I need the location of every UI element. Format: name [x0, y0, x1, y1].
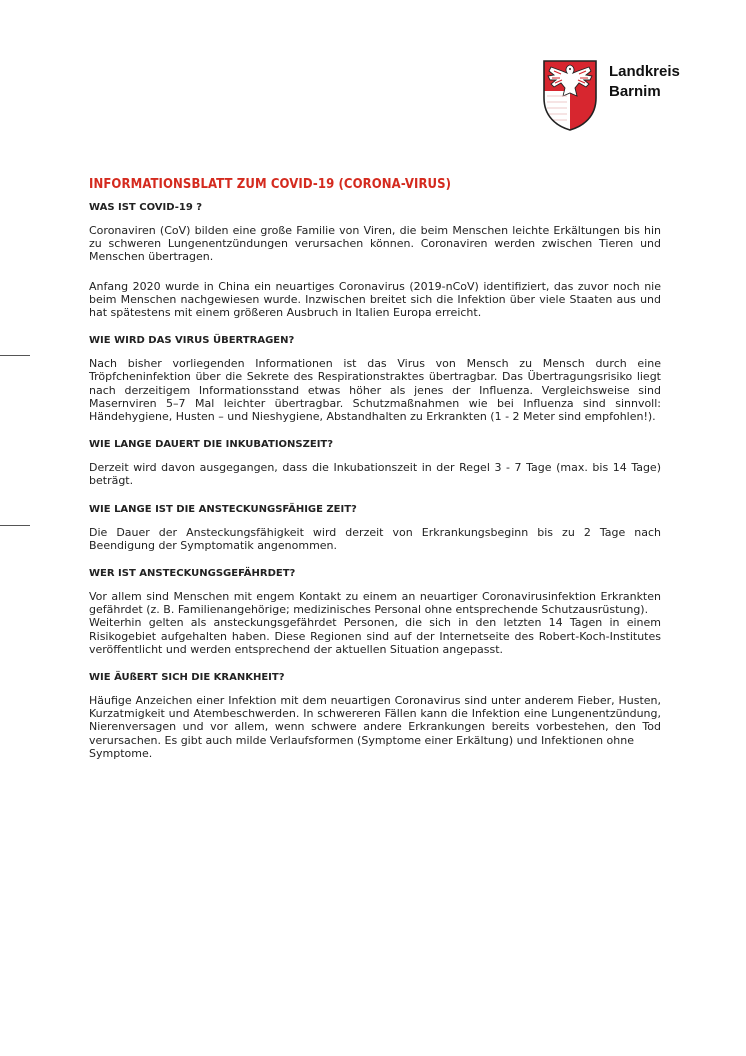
paragraph: Anfang 2020 wurde in China ein neuartiges Coronavirus (2019-nCoV) identifiziert, das zuvor noch nie beim Menschen nachgewiesen wurde. Inzwischen breitet sich die Infektion über viele Staaten aus und hat spätestens mit einem größeren Ausbruch in Italien Europa erreicht.	[89, 279, 661, 320]
paragraph: Weiterhin gelten als ansteckungsgefährdet Personen, die sich in den letzten 14 Tagen in einem Risikogebiet aufgehalten haben. Diese Regionen sind auf der Internetseite des Robert-Koch-Institutes veröffentlicht und werden entsprechend der aktuellen Situation angepasst.	[89, 616, 661, 656]
paragraph: Symptome.	[89, 746, 153, 760]
logo-line-1: Landkreis	[609, 63, 680, 80]
fold-mark	[0, 355, 30, 356]
paragraph: Derzeit wird davon ausgegangen, dass die Inkubationszeit in der Regel 3 - 7 Tage (max. bis 14 Tage) beträgt.	[89, 461, 661, 488]
coat-of-arms-icon	[541, 58, 599, 132]
section-heading: WAS IST COVID-19 ?	[89, 202, 203, 213]
paragraph: Häufige Anzeichen einer Infektion mit dem neuartigen Coronavirus sind unter anderem Fieber, Husten, Kurzatmigkeit und Atembeschwerden. In schwereren Fällen kann die Infektion eine Lungenentzündung, Nierenversagen und vor allem, wenn schwere andere Erkrankungen bereits vorbestehen, den Tod verursachen. Es gibt auch milde Verlaufsformen (Symptome einer Erkältung) und Infektionen ohne	[89, 694, 661, 747]
document-body	[89, 177, 661, 776]
section-heading: WIE WIRD DAS VIRUS ÜBERTRAGEN?	[89, 335, 295, 347]
document-title: INFORMATIONSBLATT ZUM COVID-19 (CORONA-VIRUS)	[89, 177, 452, 192]
paragraph: Nach bisher vorliegenden Informationen ist das Virus von Mensch zu Mensch durch eine Tröpfcheninfektion über die Sekrete des Respirationstraktes übertragbar. Das Übertragungsrisiko liegt nach derzeitigem Informationsstand etwas höher als jenes der Influenza. Vergleichsweise sind Masernviren 5–7 Mal leichter übertragbar. Schutzmaßnahmen wie bei Influenza sind sinnvoll: Händehygiene, Husten – und Nieshygiene, Abstandhalten zu Erkrankten (1 - 2 Meter sind empfohlen!).	[89, 357, 661, 424]
paragraph: Vor allem sind Menschen mit engem Kontakt zu einem an neuartiger Coronavirusinfektion Erkrankten gefährdet (z. B. Familienangehörige; medizinisches Personal ohne entsprechende Schutzausrüstung).	[89, 590, 661, 617]
paragraph: Coronaviren (CoV) bilden eine große Familie von Viren, die beim Menschen leichte Erkältungen bis hin zu schweren Lungenentzündungen verursachen können. Coronaviren werden zwischen Tieren und Menschen übertragen.	[89, 224, 661, 264]
section-heading: WIE ÄUßERT SICH DIE KRANKHEIT?	[89, 672, 285, 684]
paragraph: Die Dauer der Ansteckungsfähigkeit wird derzeit von Erkrankungsbeginn bis zu 2 Tage nach Beendigung der Symptomatik angenommen.	[89, 525, 661, 552]
logo-wordmark	[609, 62, 680, 102]
section-heading: WIE LANGE DAUERT DIE INKUBATIONSZEIT?	[89, 439, 334, 451]
section-heading: WIE LANGE IST DIE ANSTECKUNGSFÄHIGE ZEIT?	[89, 503, 357, 515]
logo-line-2: Barnim	[609, 83, 661, 100]
section-heading: WER IST ANSTECKUNGSGEFÄHRDET?	[89, 568, 296, 580]
landkreis-barnim-logo	[541, 58, 701, 132]
fold-mark	[0, 525, 30, 526]
